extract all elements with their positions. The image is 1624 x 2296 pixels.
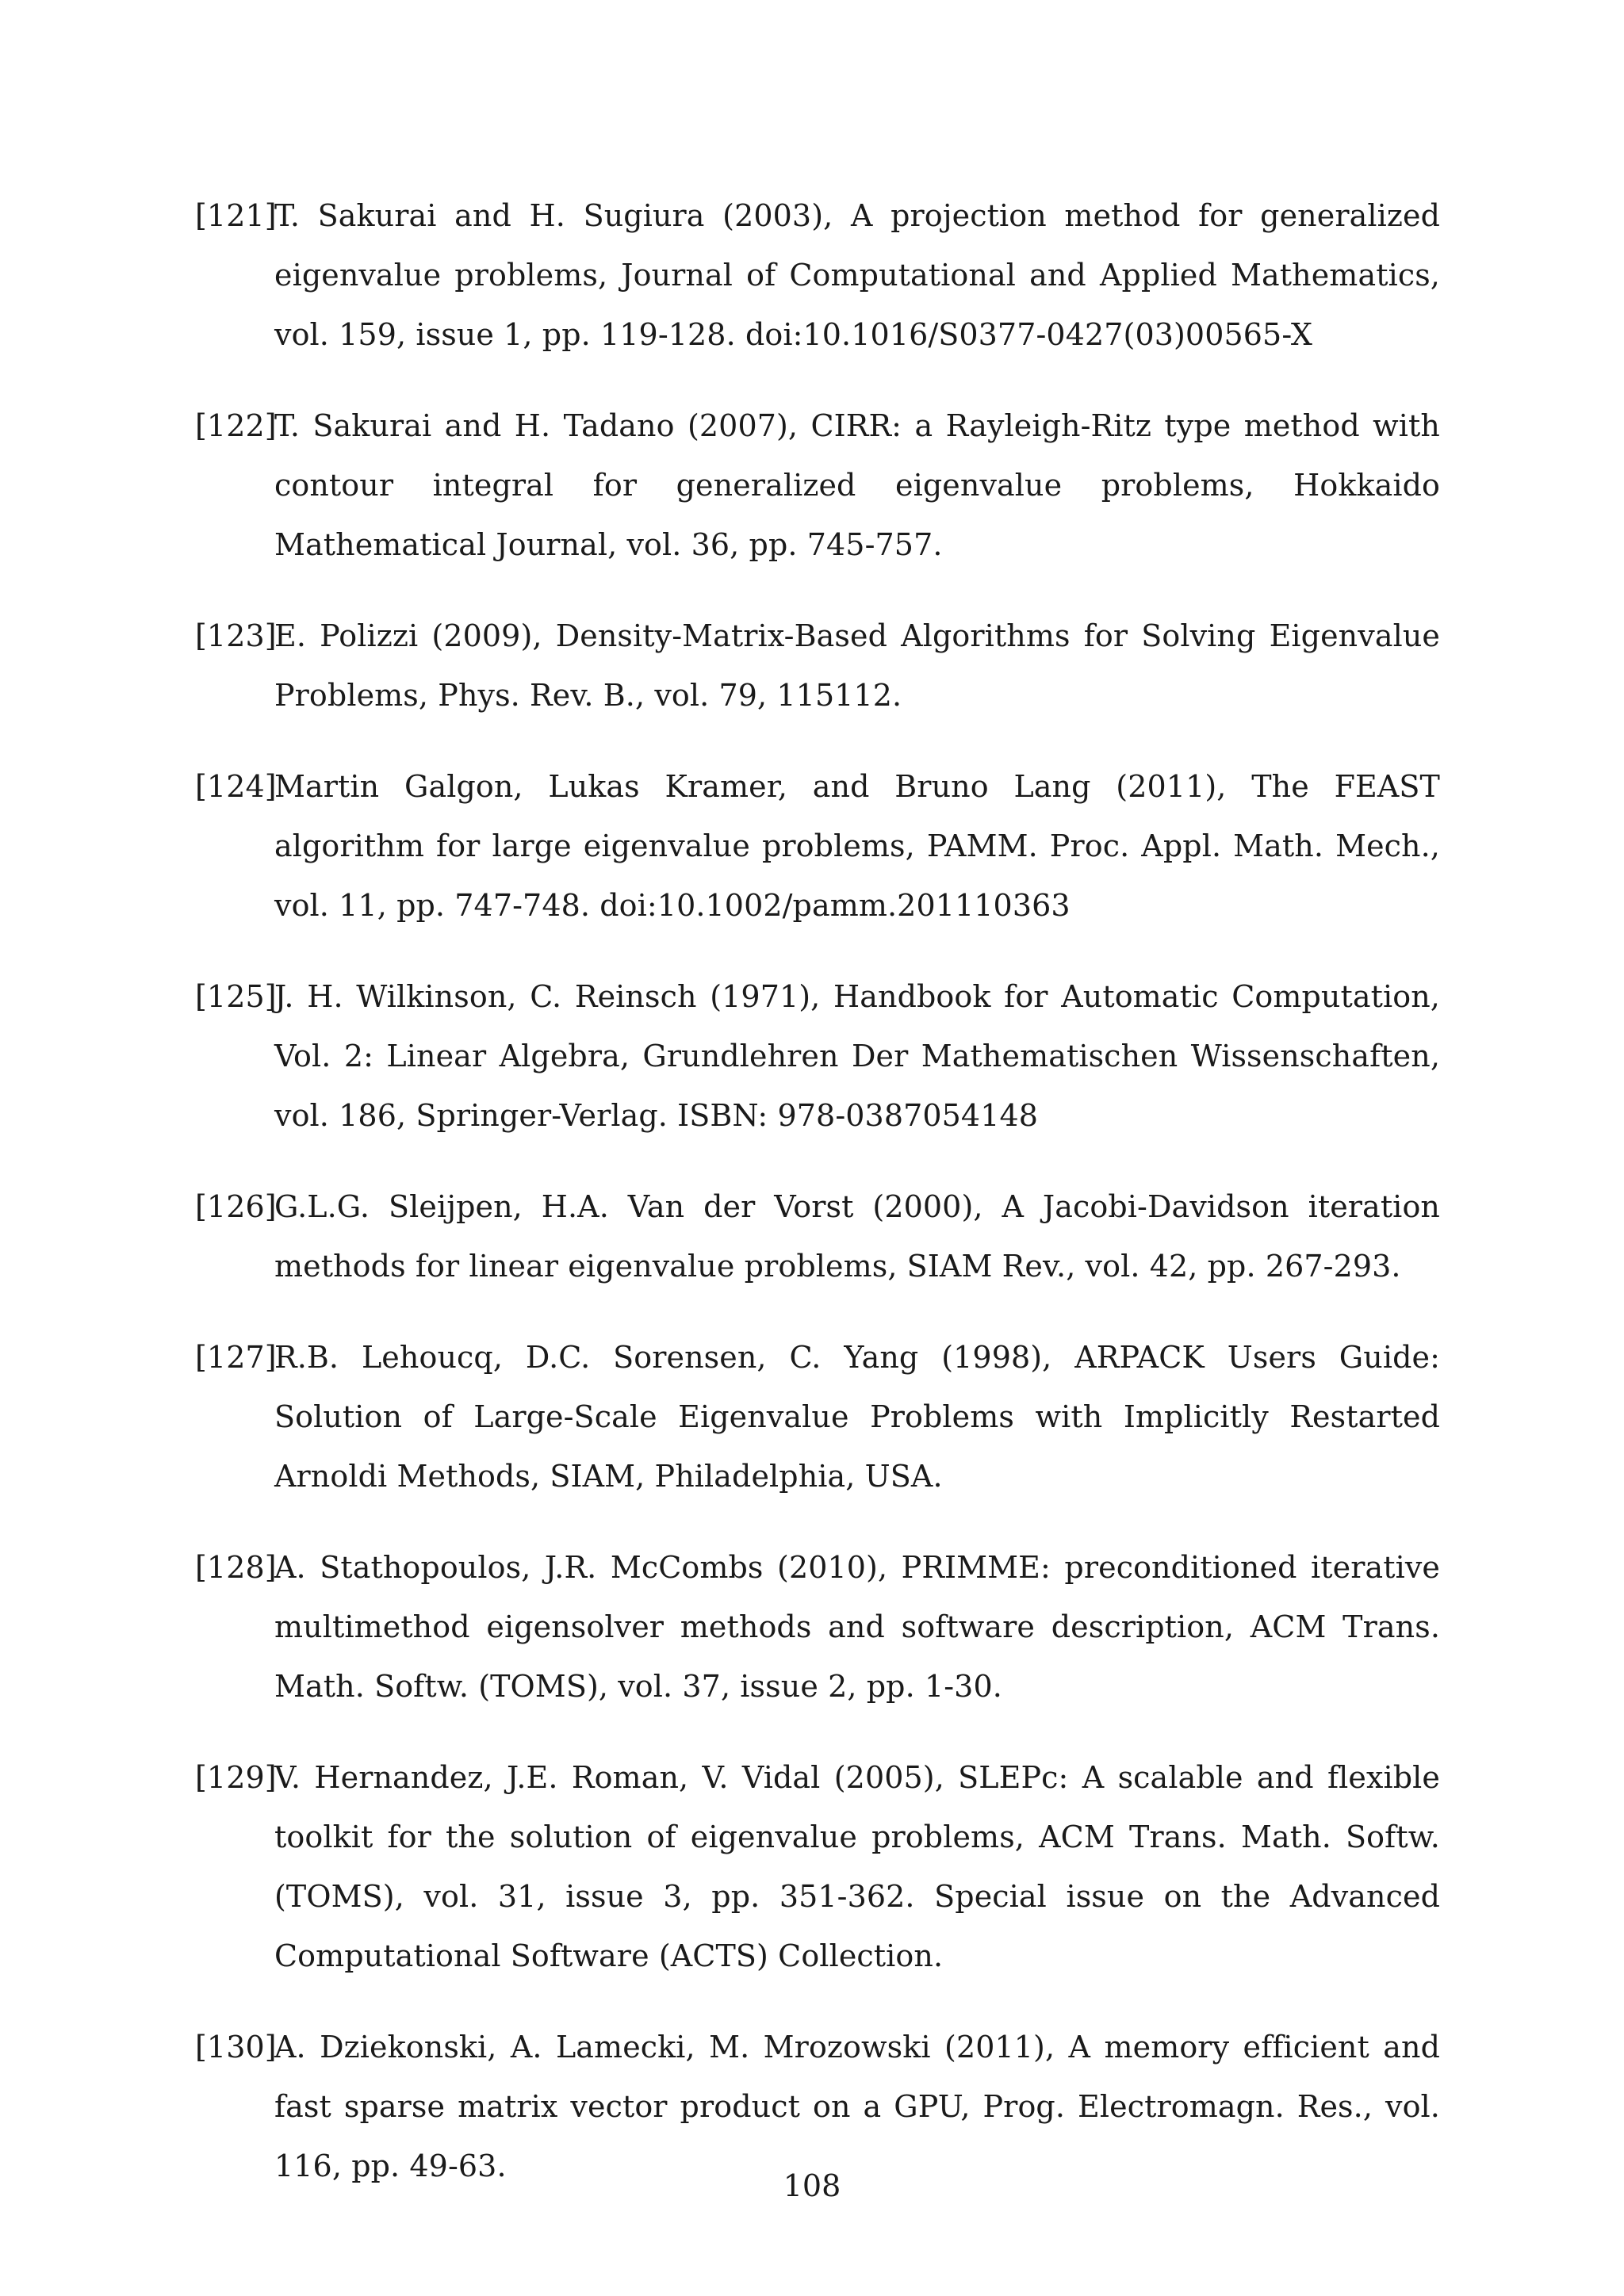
reference-text: A. Stathopoulos, J.R. McCombs (2010), PRIMME: preconditioned iterative multimethod eigensolver methods and software description, ACM Trans. Math. Softw. (TOMS), vol. 37, issue 2, pp. 1-30. bbox=[274, 1550, 1440, 1704]
reference-number: [122] bbox=[195, 408, 277, 443]
reference-item bbox=[195, 186, 1440, 365]
reference-text: G.L.G. Sleijpen, H.A. Van der Vorst (2000), A Jacobi-Davidson iteration methods for linear eigenvalue problems, SIAM Rev., vol. 42, pp. 267-293. bbox=[274, 1189, 1440, 1284]
reference-text: A. Dziekonski, A. Lamecki, M. Mrozowski (2011), A memory efficient and fast sparse matrix vector product on a GPU, Prog. Electromagn. Res., vol. 116, pp. 49-63. bbox=[274, 2030, 1440, 2183]
reference-number: [130] bbox=[195, 2030, 277, 2064]
page-number: 108 bbox=[783, 2168, 841, 2203]
reference-text: V. Hernandez, J.E. Roman, V. Vidal (2005), SLEPc: A scalable and flexible toolkit for the solution of eigenvalue problems, ACM Trans. Math. Softw. (TOMS), vol. 31, issue 3, pp. 351-362. Special issue on the Advanced Computational Software (ACTS) Collection. bbox=[274, 1760, 1440, 1973]
reference-number: [127] bbox=[195, 1340, 277, 1375]
reference-number: [123] bbox=[195, 618, 277, 653]
reference-text: T. Sakurai and H. Sugiura (2003), A projection method for generalized eigenvalue problems, Journal of Computational and Applied Mathematics, vol. 159, issue 1, pp. 119-128. doi:10.1016/S0377-0427(03)00565-X bbox=[274, 198, 1440, 352]
reference-text: J. H. Wilkinson, C. Reinsch (1971), Handbook for Automatic Computation, Vol. 2: Linear Algebra, Grundlehren Der Mathematischen Wissenschaften, vol. 186, Springer-Verlag. ISBN: 978-0387054148 bbox=[274, 979, 1440, 1133]
reference-number: [125] bbox=[195, 979, 277, 1014]
reference-number: [124] bbox=[195, 769, 277, 804]
reference-number: [126] bbox=[195, 1189, 277, 1224]
reference-item bbox=[195, 1177, 1440, 1296]
reference-item bbox=[195, 1748, 1440, 1986]
reference-item bbox=[195, 1538, 1440, 1716]
reference-text: Martin Galgon, Lukas Kramer, and Bruno Lang (2011), The FEAST algorithm for large eigenvalue problems, PAMM. Proc. Appl. Math. Mech., vol. 11, pp. 747-748. doi:10.1002/pamm.201110363 bbox=[274, 769, 1440, 923]
reference-item bbox=[195, 607, 1440, 725]
reference-number: [129] bbox=[195, 1760, 277, 1795]
reference-item bbox=[195, 396, 1440, 575]
reference-item bbox=[195, 757, 1440, 936]
reference-text: E. Polizzi (2009), Density-Matrix-Based Algorithms for Solving Eigenvalue Problems, Phys. Rev. B., vol. 79, 115112. bbox=[274, 618, 1440, 713]
reference-item bbox=[195, 1328, 1440, 1506]
reference-list bbox=[195, 186, 1440, 2228]
reference-text: R.B. Lehoucq, D.C. Sorensen, C. Yang (1998), ARPACK Users Guide: Solution of Large-Scale Eigenvalue Problems with Implicitly Restarted Arnoldi Methods, SIAM, Philadelphia, USA. bbox=[274, 1340, 1440, 1494]
reference-item bbox=[195, 967, 1440, 1146]
reference-number: [121] bbox=[195, 198, 277, 233]
reference-number: [128] bbox=[195, 1550, 277, 1585]
reference-text: T. Sakurai and H. Tadano (2007), CIRR: a Rayleigh-Ritz type method with contour integral for generalized eigenvalue problems, Hokkaido Mathematical Journal, vol. 36, pp. 745-757. bbox=[274, 408, 1440, 562]
